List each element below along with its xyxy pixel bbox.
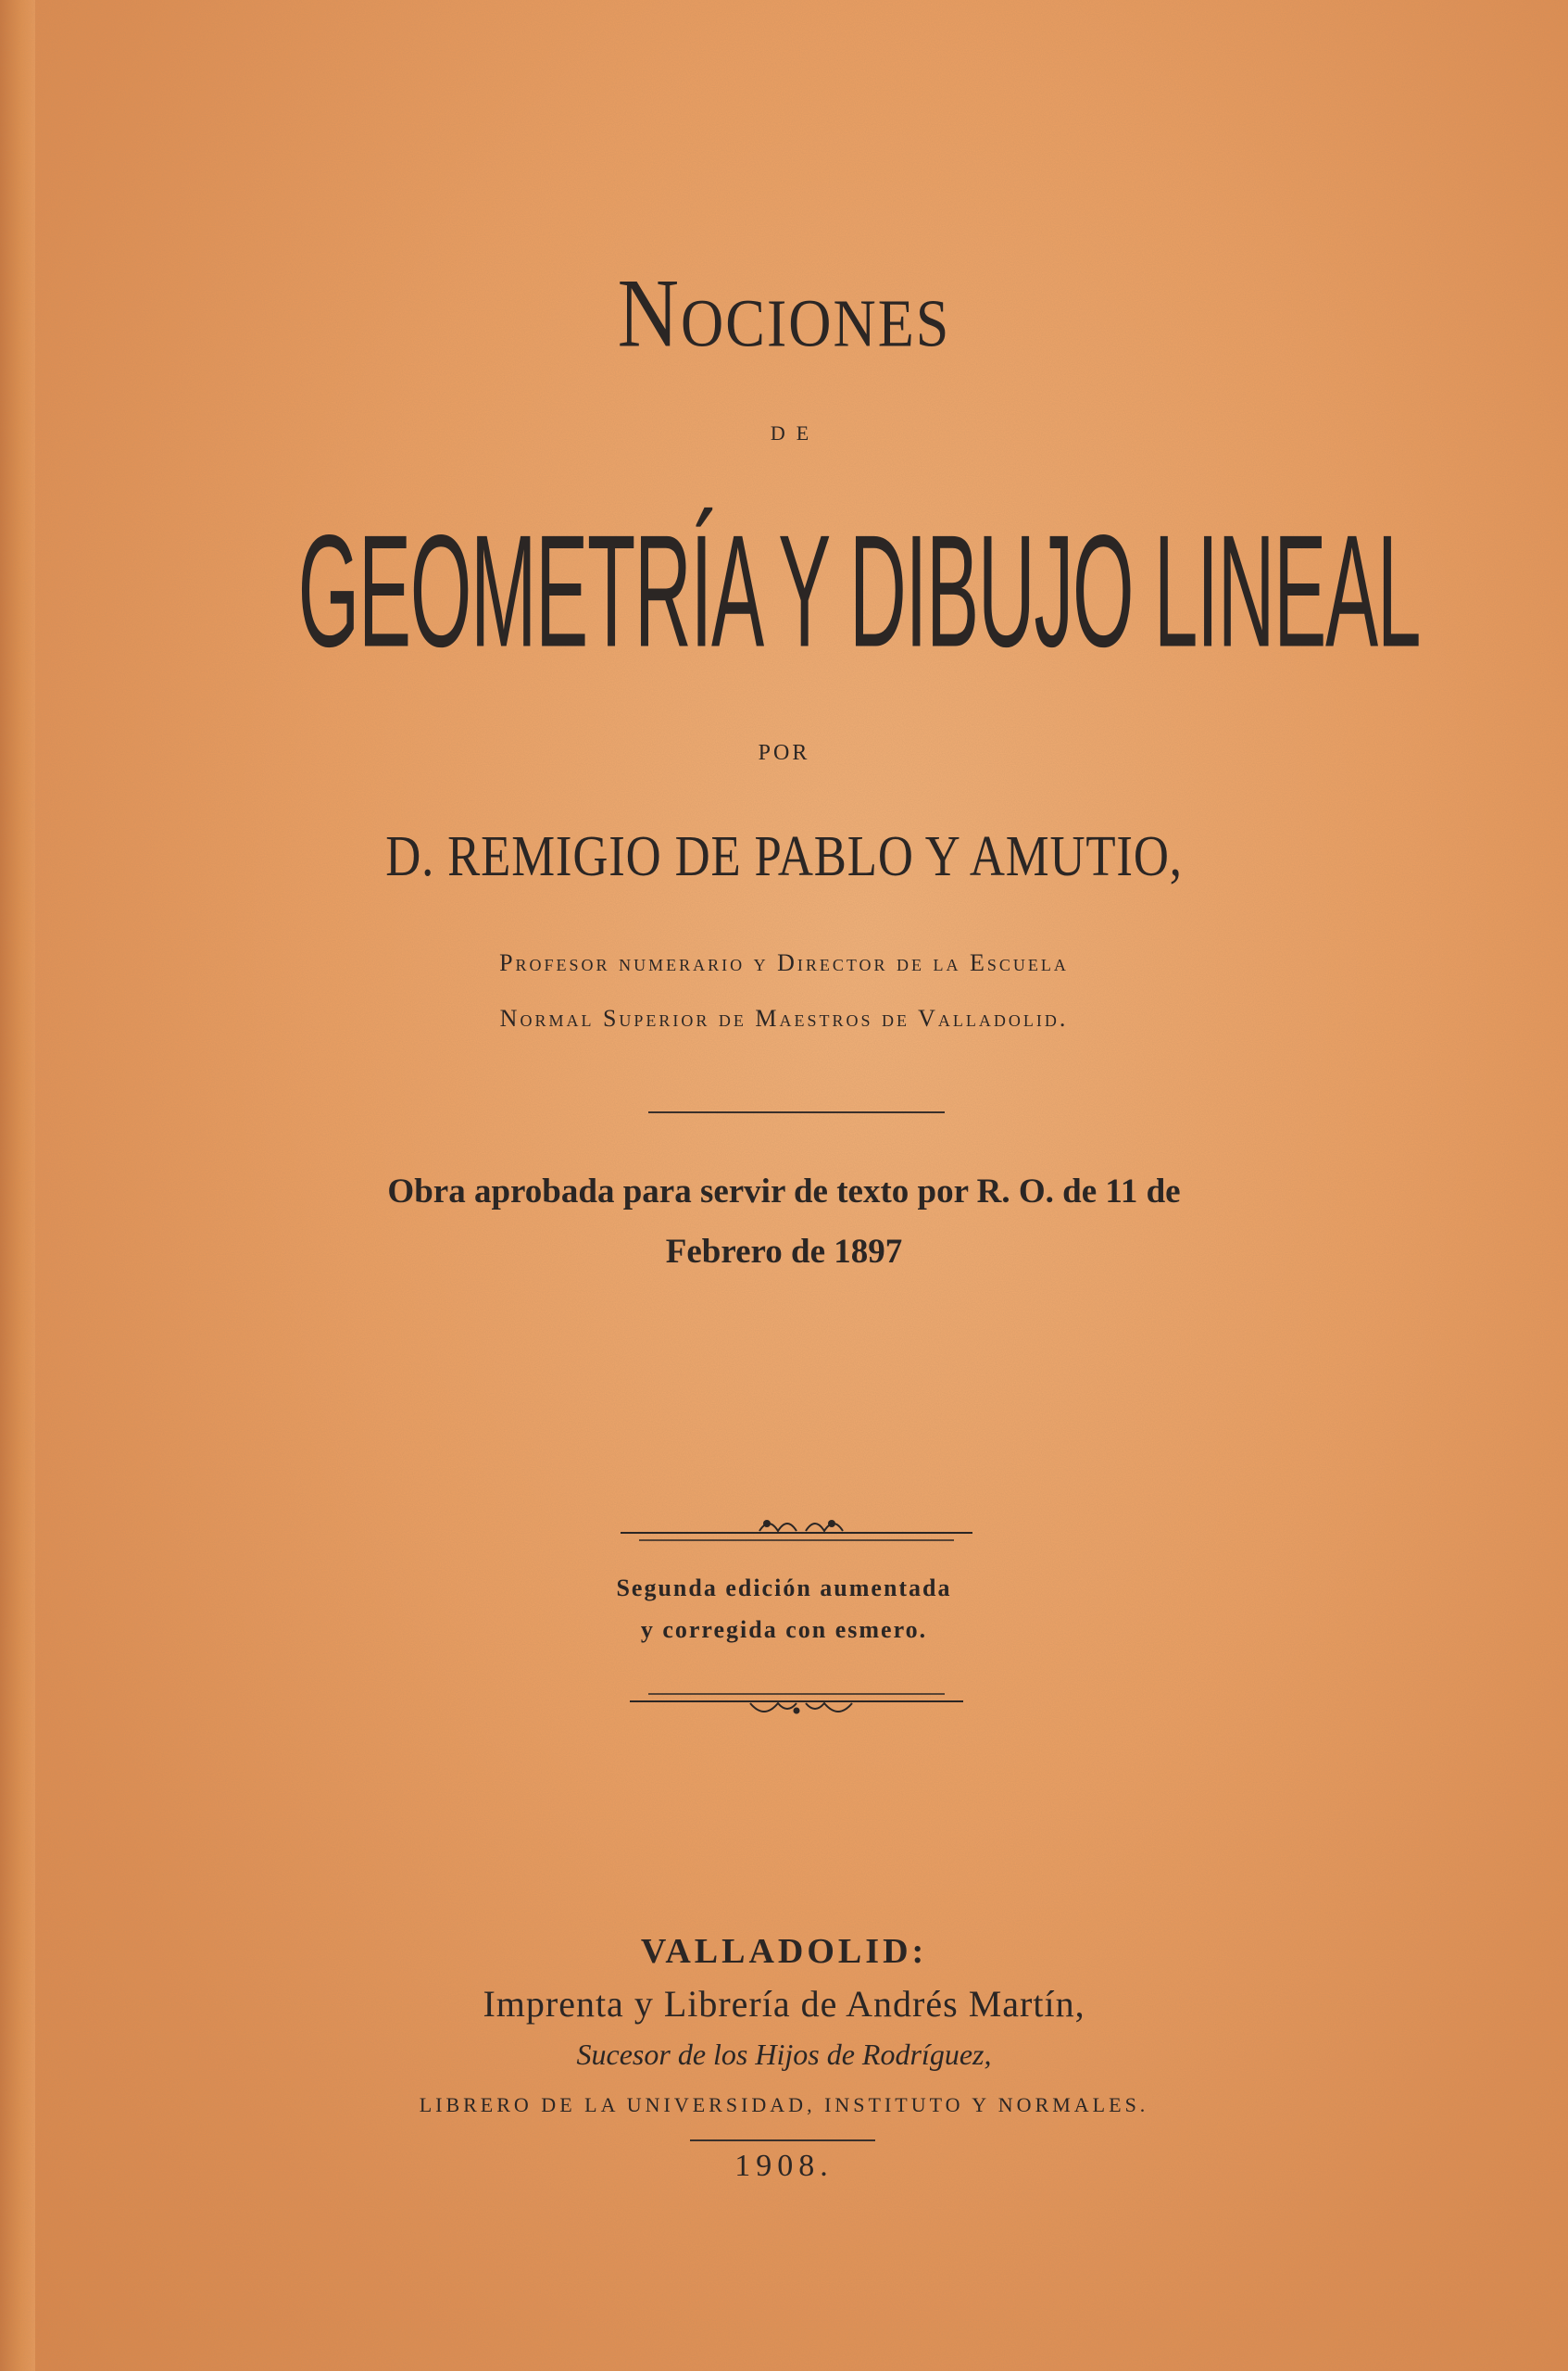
approval-line-1: Obra aprobada para servir de texto por R. O. de 11 de xyxy=(387,1173,1181,1211)
ornament-bottom xyxy=(621,1681,972,1727)
approval-line-2: Febrero de 1897 xyxy=(665,1233,903,1271)
publisher-bookseller: LIBRERO DE LA UNIVERSIDAD, INSTITUTO Y NORMALES. xyxy=(419,2093,1149,2116)
title-de: DE xyxy=(770,421,821,445)
author-role-line-2: Normal Superior de Maestros de Valladolid. xyxy=(499,1005,1069,1032)
author-name: D. REMIGIO DE PABLO Y AMUTIO, xyxy=(385,825,1183,888)
ornament-top xyxy=(621,1505,972,1551)
publication-year: 1908. xyxy=(734,2149,834,2183)
main-title: GEOMETRÍA Y DIBUJO LINEAL xyxy=(297,502,1421,681)
author-role-line-1: Profesor numerario y Director de la Escuela xyxy=(499,949,1069,976)
year-rule xyxy=(690,2139,875,2141)
edition-line-2: y corregida con esmero. xyxy=(640,1616,928,1643)
edition-line-1: Segunda edición aumentada xyxy=(616,1574,952,1601)
por-label: POR xyxy=(758,741,810,765)
divider-rule xyxy=(648,1111,945,1113)
title-nociones: Nociones xyxy=(617,258,951,368)
publisher-name: Imprenta y Librería de Andrés Martín, xyxy=(483,1983,1085,2025)
publisher-city: VALLADOLID: xyxy=(640,1932,928,1971)
publisher-successor: Sucesor de los Hijos de Rodríguez, xyxy=(576,2038,992,2071)
